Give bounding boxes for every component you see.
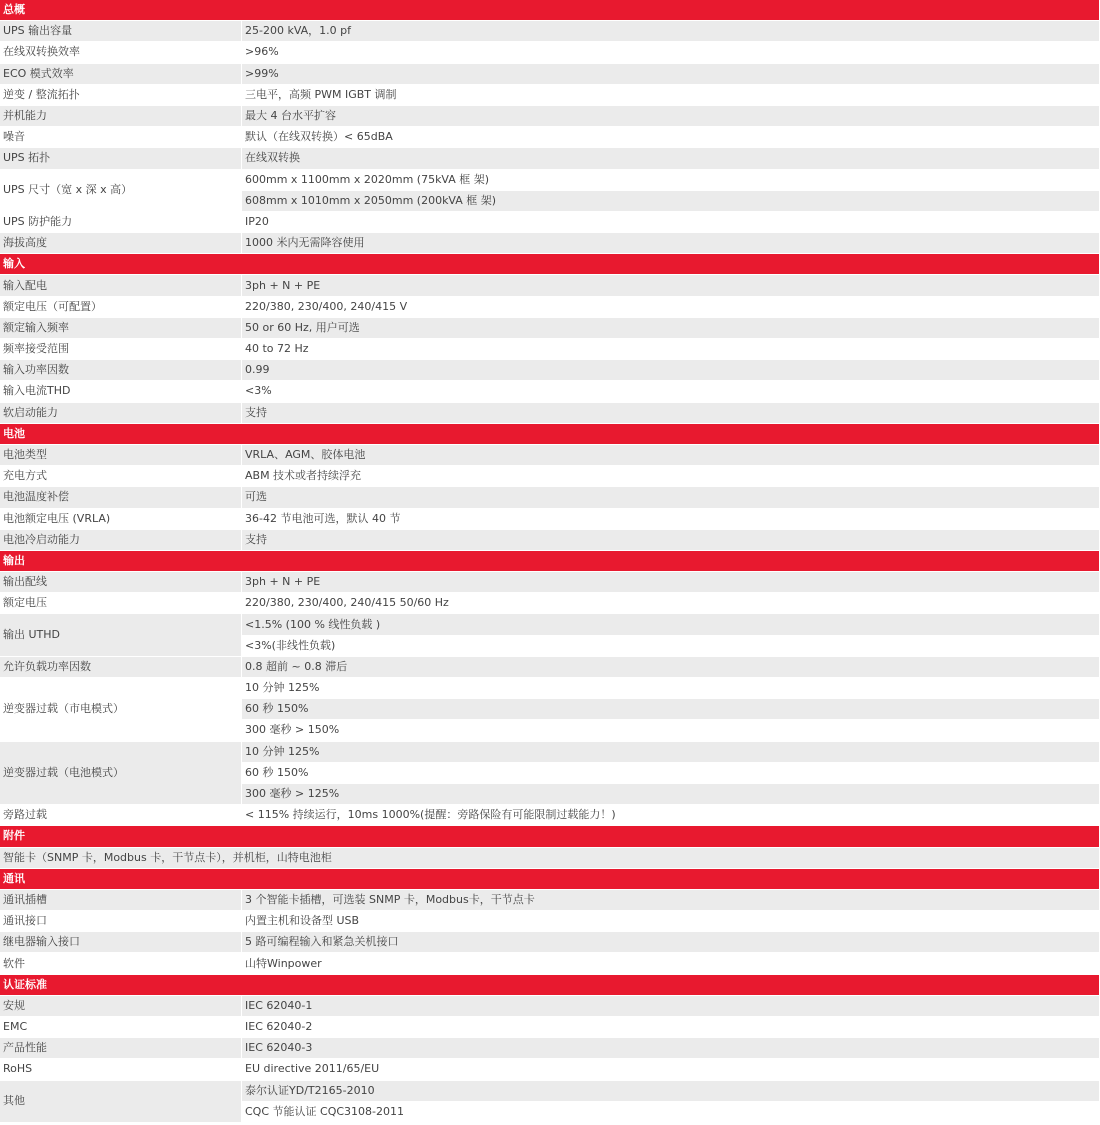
table-row [0, 106, 1100, 127]
row-label: 产品性能 [0, 1038, 242, 1059]
table-row [0, 339, 1100, 360]
row-label: 其他 [0, 1081, 242, 1123]
row-label: 并机能力 [0, 106, 242, 127]
table-row [0, 318, 1100, 339]
row-value: CQC 节能认证 CQC3108-2011 [242, 1102, 1100, 1123]
section-title: 附件 [0, 826, 1100, 847]
section-title: 电池 [0, 424, 1100, 445]
row-value: 3 个智能卡插槽，可选装 SNMP 卡，Modbus卡，干节点卡 [242, 890, 1100, 911]
row-value: 220/380, 230/400, 240/415 50/60 Hz [242, 593, 1100, 614]
row-value: 10 分钟 125% [242, 742, 1100, 763]
section-header [0, 254, 1100, 275]
table-row [0, 64, 1100, 85]
row-value: 三电平，高频 PWM IGBT 调制 [242, 85, 1100, 106]
section-header [0, 0, 1100, 21]
section-title: 输出 [0, 551, 1100, 572]
row-label: 电池温度补偿 [0, 487, 242, 508]
table-row [0, 212, 1100, 233]
row-value: 300 毫秒 > 150% [242, 720, 1100, 741]
row-value: 60 秒 150% [242, 699, 1100, 720]
row-value: 608mm x 1010mm x 2050mm (200kVA 框 架) [242, 191, 1100, 212]
table-row [0, 1038, 1100, 1059]
row-value: 支持 [242, 530, 1100, 551]
row-value: 1000 米内无需降容使用 [242, 233, 1100, 254]
row-value: 在线双转换 [242, 148, 1100, 169]
row-label: RoHS [0, 1059, 242, 1080]
row-value: 60 秒 150% [242, 763, 1100, 784]
table-row [0, 21, 1100, 42]
row-label: 允许负载功率因数 [0, 657, 242, 678]
table-row [0, 678, 1100, 699]
row-label: 充电方式 [0, 466, 242, 487]
table-row [0, 932, 1100, 953]
row-label: ECO 模式效率 [0, 64, 242, 85]
row-label: 逆变器过载（市电模式） [0, 678, 242, 742]
row-value: IEC 62040-1 [242, 996, 1100, 1017]
table-row [0, 848, 1100, 869]
table-row [0, 657, 1100, 678]
row-label: 继电器输入接口 [0, 932, 242, 953]
table-row [0, 1017, 1100, 1038]
table-row [0, 233, 1100, 254]
table-row [0, 593, 1100, 614]
row-value: 0.8 超前 ~ 0.8 滞后 [242, 657, 1100, 678]
table-row [0, 1081, 1100, 1102]
section-header [0, 826, 1100, 847]
row-label: 软件 [0, 953, 242, 974]
table-row [0, 1059, 1100, 1080]
row-label: 电池冷启动能力 [0, 530, 242, 551]
section-header [0, 551, 1100, 572]
row-value: IEC 62040-2 [242, 1017, 1100, 1038]
row-label: 在线双转换效率 [0, 42, 242, 63]
row-value: 50 or 60 Hz, 用户可选 [242, 318, 1100, 339]
table-row [0, 297, 1100, 318]
row-label: 额定电压（可配置） [0, 297, 242, 318]
table-row [0, 466, 1100, 487]
row-value: < 115% 持续运行，10ms 1000%(提醒：旁路保险有可能限制过载能力！) [242, 805, 1100, 826]
section-title: 通讯 [0, 869, 1100, 890]
row-value: ABM 技术或者持续浮充 [242, 466, 1100, 487]
row-label: 通讯插槽 [0, 890, 242, 911]
row-label: 逆变 / 整流拓扑 [0, 85, 242, 106]
row-value: 40 to 72 Hz [242, 339, 1100, 360]
section-header [0, 424, 1100, 445]
table-row [0, 953, 1100, 974]
row-label: UPS 输出容量 [0, 21, 242, 42]
row-label: UPS 拓扑 [0, 148, 242, 169]
section-header [0, 869, 1100, 890]
table-row [0, 487, 1100, 508]
table-row [0, 403, 1100, 424]
table-row [0, 911, 1100, 932]
table-row [0, 85, 1100, 106]
section-title: 总概 [0, 0, 1100, 21]
row-value: 内置主机和设备型 USB [242, 911, 1100, 932]
row-label: 智能卡（SNMP 卡，Modbus 卡，干节点卡），并机柜，山特电池柜 [0, 848, 1100, 869]
table-row [0, 275, 1100, 296]
row-value: 可选 [242, 487, 1100, 508]
row-value: 3ph + N + PE [242, 275, 1100, 296]
row-label: 软启动能力 [0, 403, 242, 424]
table-row [0, 742, 1100, 763]
row-value: 泰尔认证YD/T2165-2010 [242, 1081, 1100, 1102]
row-label: 频率接受范围 [0, 339, 242, 360]
table-row [0, 170, 1100, 191]
table-row [0, 805, 1100, 826]
row-label: 旁路过载 [0, 805, 242, 826]
row-label: 逆变器过载（电池模式） [0, 742, 242, 806]
row-label: 输入电流THD [0, 381, 242, 402]
row-value: 3ph + N + PE [242, 572, 1100, 593]
table-row [0, 530, 1100, 551]
row-value: 默认（在线双转换）< 65dBA [242, 127, 1100, 148]
row-value: 300 毫秒 > 125% [242, 784, 1100, 805]
row-label: 输入功率因数 [0, 360, 242, 381]
row-label: 海拔高度 [0, 233, 242, 254]
table-row [0, 148, 1100, 169]
row-value: 最大 4 台水平扩容 [242, 106, 1100, 127]
table-row [0, 42, 1100, 63]
table-row [0, 445, 1100, 466]
table-row [0, 996, 1100, 1017]
table-row [0, 360, 1100, 381]
row-label: 输出 UTHD [0, 614, 242, 656]
row-label: 噪音 [0, 127, 242, 148]
row-label: 电池额定电压 (VRLA) [0, 509, 242, 530]
row-label: 安规 [0, 996, 242, 1017]
row-value: 支持 [242, 403, 1100, 424]
row-label: UPS 尺寸（宽 x 深 x 高） [0, 170, 242, 212]
row-value: >96% [242, 42, 1100, 63]
row-value: >99% [242, 64, 1100, 85]
row-label: EMC [0, 1017, 242, 1038]
row-label: UPS 防护能力 [0, 212, 242, 233]
row-value: EU directive 2011/65/EU [242, 1059, 1100, 1080]
row-value: IP20 [242, 212, 1100, 233]
section-header [0, 975, 1100, 996]
row-value: 220/380, 230/400, 240/415 V [242, 297, 1100, 318]
table-row [0, 381, 1100, 402]
row-value: 5 路可编程输入和紧急关机接口 [242, 932, 1100, 953]
row-label: 输出配线 [0, 572, 242, 593]
row-value: 10 分钟 125% [242, 678, 1100, 699]
row-value: <1.5% (100 % 线性负载 ) [242, 614, 1100, 635]
row-label: 电池类型 [0, 445, 242, 466]
table-row [0, 614, 1100, 635]
row-label: 输入配电 [0, 275, 242, 296]
table-row [0, 890, 1100, 911]
row-value: <3% [242, 381, 1100, 402]
table-row [0, 572, 1100, 593]
table-row [0, 127, 1100, 148]
row-value: 36-42 节电池可选，默认 40 节 [242, 509, 1100, 530]
section-title: 认证标准 [0, 975, 1100, 996]
row-value: 山特Winpower [242, 953, 1100, 974]
row-value: 25-200 kVA，1.0 pf [242, 21, 1100, 42]
row-label: 通讯接口 [0, 911, 242, 932]
row-label: 额定输入频率 [0, 318, 242, 339]
table-row [0, 509, 1100, 530]
row-label: 额定电压 [0, 593, 242, 614]
row-value: 0.99 [242, 360, 1100, 381]
row-value: 600mm x 1100mm x 2020mm (75kVA 框 架) [242, 170, 1100, 191]
row-value: <3%(非线性负载) [242, 636, 1100, 657]
row-value: IEC 62040-3 [242, 1038, 1100, 1059]
section-title: 输入 [0, 254, 1100, 275]
row-value: VRLA、AGM、胶体电池 [242, 445, 1100, 466]
